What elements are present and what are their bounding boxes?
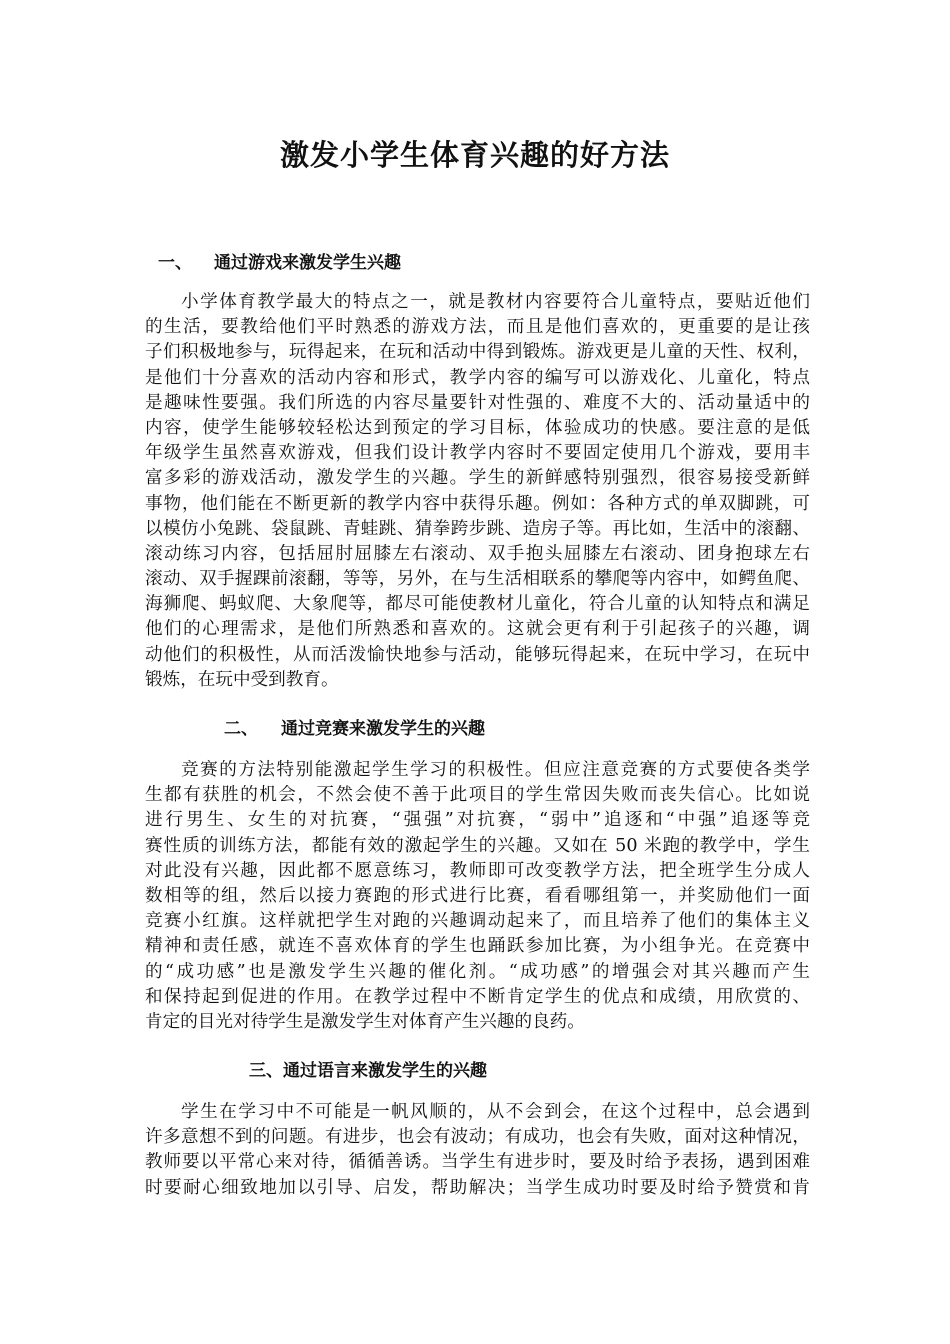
paragraph-line: 竞赛小红旗。这样就把学生对跑的兴趣调动起来了，而且培养了他们的集体主义 (145, 911, 810, 932)
paragraph-line: 数相等的组，然后以接力赛跑的形式进行比赛，看看哪组第一，并奖励他们一面 (145, 885, 810, 906)
paragraph-line: 锻炼，在玩中受到教育。 (145, 669, 339, 690)
section-3-heading (249, 1056, 487, 1081)
section-3-title: 三、通过语言来激发学生的兴趣 (249, 1061, 487, 1081)
paragraph-line: 子们积极地参与，玩得起来，在玩和活动中得到锻炼。游戏更是儿童的天性、权利， (145, 342, 810, 363)
paragraph-line: 生都有获胜的机会，不然会使不善于此项目的学生常因失败而丧失信心。比如说 (145, 785, 810, 806)
paragraph-line: 和保持起到促进的作用。在教学过程中不断肯定学生的优点和成绩，用欣赏的、 (145, 986, 810, 1007)
paragraph-line: 对此没有兴趣，因此都不愿意练习，教师即可改变教学方法，把全班学生分成人 (145, 860, 810, 881)
document-title: 激发小学生体育兴趣的好方法 (279, 138, 670, 172)
paragraph-line: 教师要以平常心来对待，循循善诱。当学生有进步时，要及时给予表扬，遇到困难 (145, 1152, 810, 1173)
section-3-body (145, 1100, 810, 1201)
paragraph-line: 时要耐心细致地加以引导、启发，帮助解决；当学生成功时要及时给予赞赏和肯 (145, 1177, 810, 1198)
paragraph-line: 精神和责任感，就连不喜欢体育的学生也踊跃参加比赛，为小组争光。在竞赛中 (145, 936, 810, 957)
paragraph-line: 他们的心理需求，是他们所熟悉和喜欢的。这就会更有利于引起孩子的兴趣，调 (145, 619, 810, 640)
section-1-body (145, 290, 810, 693)
paragraph-line: 的“成功感”也是激发学生兴趣的催化剂。“成功感”的增强会对其兴趣而产生 (145, 961, 810, 982)
paragraph-line: 学生在学习中不可能是一帆风顺的，从不会到会，在这个过程中，总会遇到 (181, 1102, 810, 1122)
section-1-title: 通过游戏来激发学生兴趣 (214, 253, 401, 273)
paragraph-line: 海狮爬、蚂蚁爬、大象爬等，都尽可能使教材儿童化，符合儿童的认知特点和满足 (145, 594, 810, 615)
paragraph-line: 许多意想不到的问题。有进步，也会有波动；有成功，也会有失败，面对这种情况， (145, 1127, 810, 1148)
section-2-number: 二、 (224, 719, 258, 739)
paragraph-line: 小学体育教学最大的特点之一，就是教材内容要符合儿童特点，要贴近他们 (181, 292, 810, 312)
paragraph-line: 是他们十分喜欢的活动内容和形式，教学内容的编写可以游戏化、儿童化，特点 (145, 367, 810, 388)
paragraph-line: 滚动、双手握踝前滚翻，等等，另外，在与生活相联系的攀爬等内容中，如鳄鱼爬、 (145, 569, 810, 590)
paragraph-line: 竞赛的方法特别能激起学生学习的积极性。但应注意竞赛的方式要使各类学 (181, 760, 810, 780)
paragraph-line: 赛性质的训练方法，都能有效的激起学生的兴趣。又如在 50 米跑的教学中，学生 (145, 835, 810, 856)
paragraph-line: 以模仿小兔跳、袋鼠跳、青蛙跳、猜拳跨步跳、造房子等。再比如，生活中的滚翻、 (145, 518, 810, 539)
paragraph-line: 滚动练习内容，包括屈肘屈膝左右滚动、双手抱头屈膝左右滚动、团身抱球左右 (145, 543, 810, 564)
paragraph-line: 进行男生、女生的对抗赛，“强强”对抗赛，“弱中”追逐和“中强”追逐等竞 (145, 810, 810, 831)
paragraph-line: 肯定的目光对待学生是激发学生对体育产生兴趣的良药。 (145, 1011, 585, 1032)
paragraph-line: 事物，他们能在不断更新的教学内容中获得乐趣。例如：各种方式的单双脚跳，可 (145, 493, 810, 514)
paragraph-line: 内容，使学生能够较轻松达到预定的学习目标，体验成功的快感。要注意的是低 (145, 417, 810, 438)
paragraph-line: 是趣味性要强。我们所选的内容尽量要针对性强的、难度不大的、活动量适中的 (145, 392, 810, 413)
section-2-heading (224, 714, 485, 739)
section-2-body (145, 758, 810, 1035)
section-2-title: 通过竞赛来激发学生的兴趣 (281, 719, 485, 739)
paragraph-line: 的生活，要教给他们平时熟悉的游戏方法，而且是他们喜欢的，更重要的是让孩 (145, 317, 810, 338)
paragraph-line: 年级学生虽然喜欢游戏，但我们设计教学内容时不要固定使用几个游戏，要用丰 (145, 443, 810, 464)
paragraph-line: 富多彩的游戏活动，激发学生的兴趣。学生的新鲜感特别强烈，很容易接受新鲜 (145, 468, 810, 489)
paragraph-line: 动他们的积极性，从而活泼愉快地参与活动，能够玩得起来，在玩中学习，在玩中 (145, 644, 810, 665)
section-1-heading (158, 248, 401, 273)
section-1-number: 一、 (158, 253, 192, 273)
